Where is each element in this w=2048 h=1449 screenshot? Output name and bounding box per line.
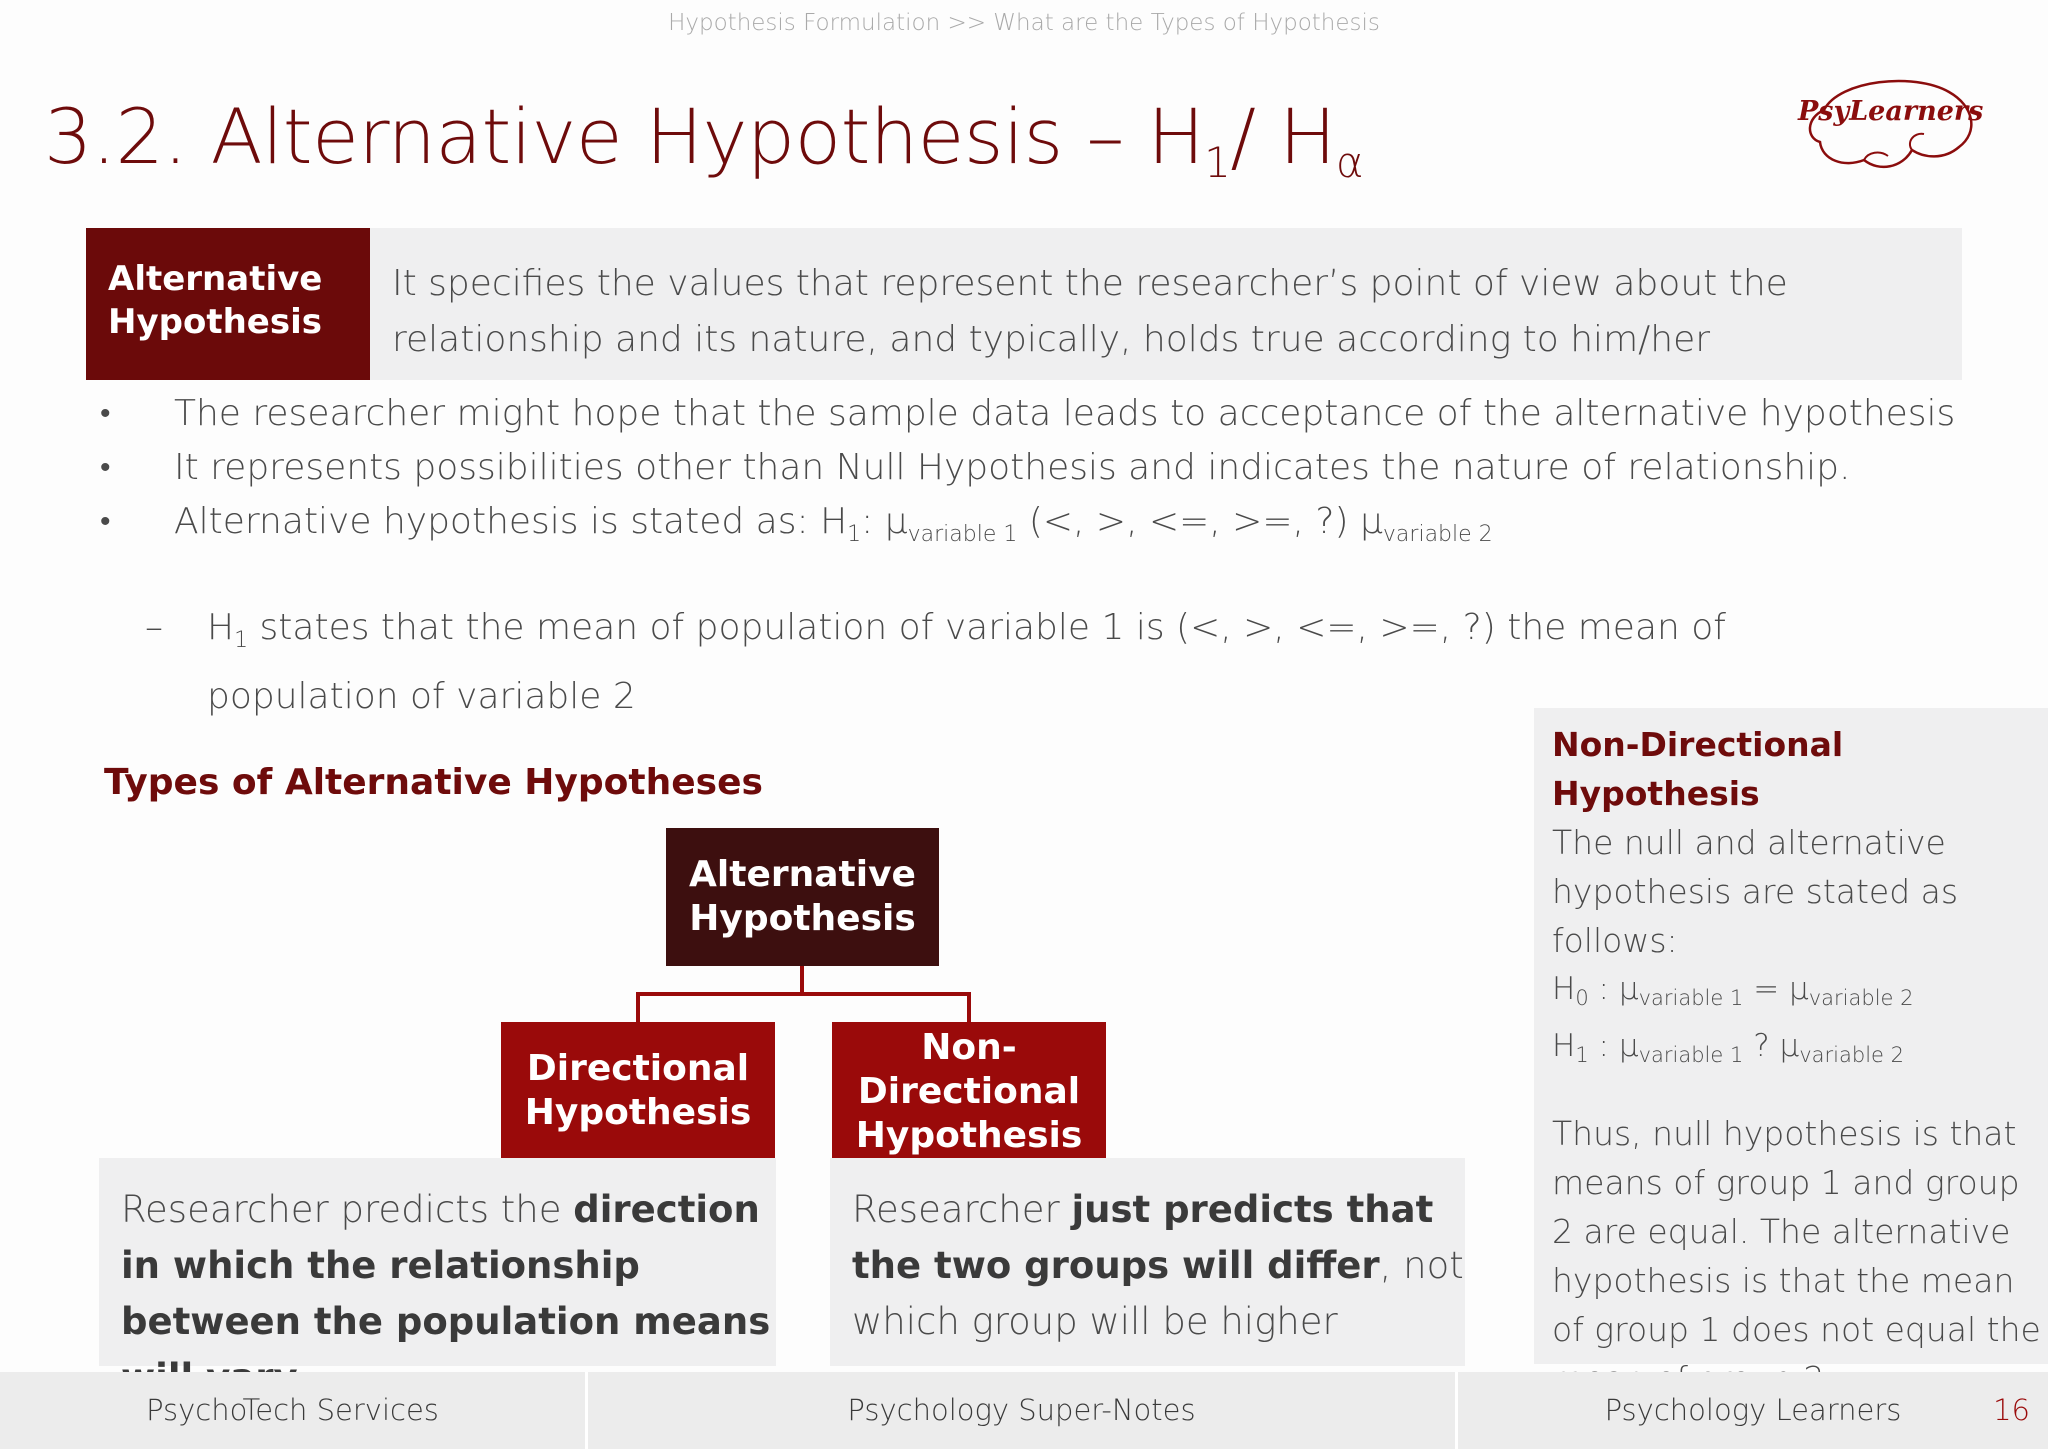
side-panel-intro: The null and alternative hypothesis are stated as follows: [1552,823,1959,960]
alternative-hypothesis-equation: $H_1$ : $\mu_{variable 1}$ ? $\mu_{variable 2}$ [1552,1028,1904,1067]
footer [0,1372,2048,1449]
types-heading: Types of Alternative Hypotheses [104,762,763,803]
breadcrumb: Hypothesis Formulation >> What are the Types of Hypothesis [668,10,1380,36]
footer-right: Psychology Learners 16 [1458,1372,2048,1449]
diagram-nondirectional-node: Non-Directional Hypothesis [832,1022,1106,1158]
directional-description: Researcher predicts the direction in which the relationship between the population means [99,1158,776,1366]
null-hypothesis-equation: $H_0$ : $\mu_{variable 1} = \mu_{variable 2}$ [1552,971,1914,1010]
logo-text: PsyLearners [1798,96,1984,127]
nondirectional-description: Researcher just predicts that the two groups will differ, not which group will be higher [830,1158,1465,1366]
bullet-dash: – [145,607,163,648]
footer-center: Psychology Super-Notes [588,1372,1458,1449]
footer-left: PsychoTech Services [0,1372,588,1449]
bullet-dot: • [100,396,111,431]
page-number: 16 [1993,1393,2030,1427]
list-item: • The researcher might hope that the sample data leads to acceptance of the alternative hypothesis [100,386,1980,442]
side-panel-title: Non-Directional Hypothesis [1552,725,1844,813]
definition-label: Alternative Hypothesis [86,228,370,380]
list-item: • Alternative hypothesis is stated as: $H_1$: $\mu_{variable 1}$ (<, >, <=, >=, ?) $\mu_{variable 2}$ [100,494,1980,563]
page-title: 3.2. Alternative Hypothesis – $H_1/$ $H_\alpha$ [44,92,1364,187]
side-panel-conclusion: Thus, null hypothesis is that means of group 1 and group 2 are equal. The alternative hypothesis is that the mean of group 1 does not equal the [1552,1114,2041,1349]
sub-list-item: – $H_1$ states that the mean of population of variable 1 is (<, >, <=, >=, ?) the mean of population of variable 2 [145,600,1905,725]
bullet-dot: • [100,450,111,485]
diagram-directional-node: Directional Hypothesis [501,1022,775,1158]
diagram-root-node: Alternative Hypothesis [666,828,939,966]
list-item: • It represents possibilities other than Null Hypothesis and indicates the nature of relationship. [100,440,1980,496]
nondirectional-side-panel [1534,708,2048,1364]
bullet-dot: • [100,504,111,539]
definition-text: It specifies the values that represent the researcher’s point of view about the relationship and its nature, and typically, holds true according to him/her [370,228,1962,380]
